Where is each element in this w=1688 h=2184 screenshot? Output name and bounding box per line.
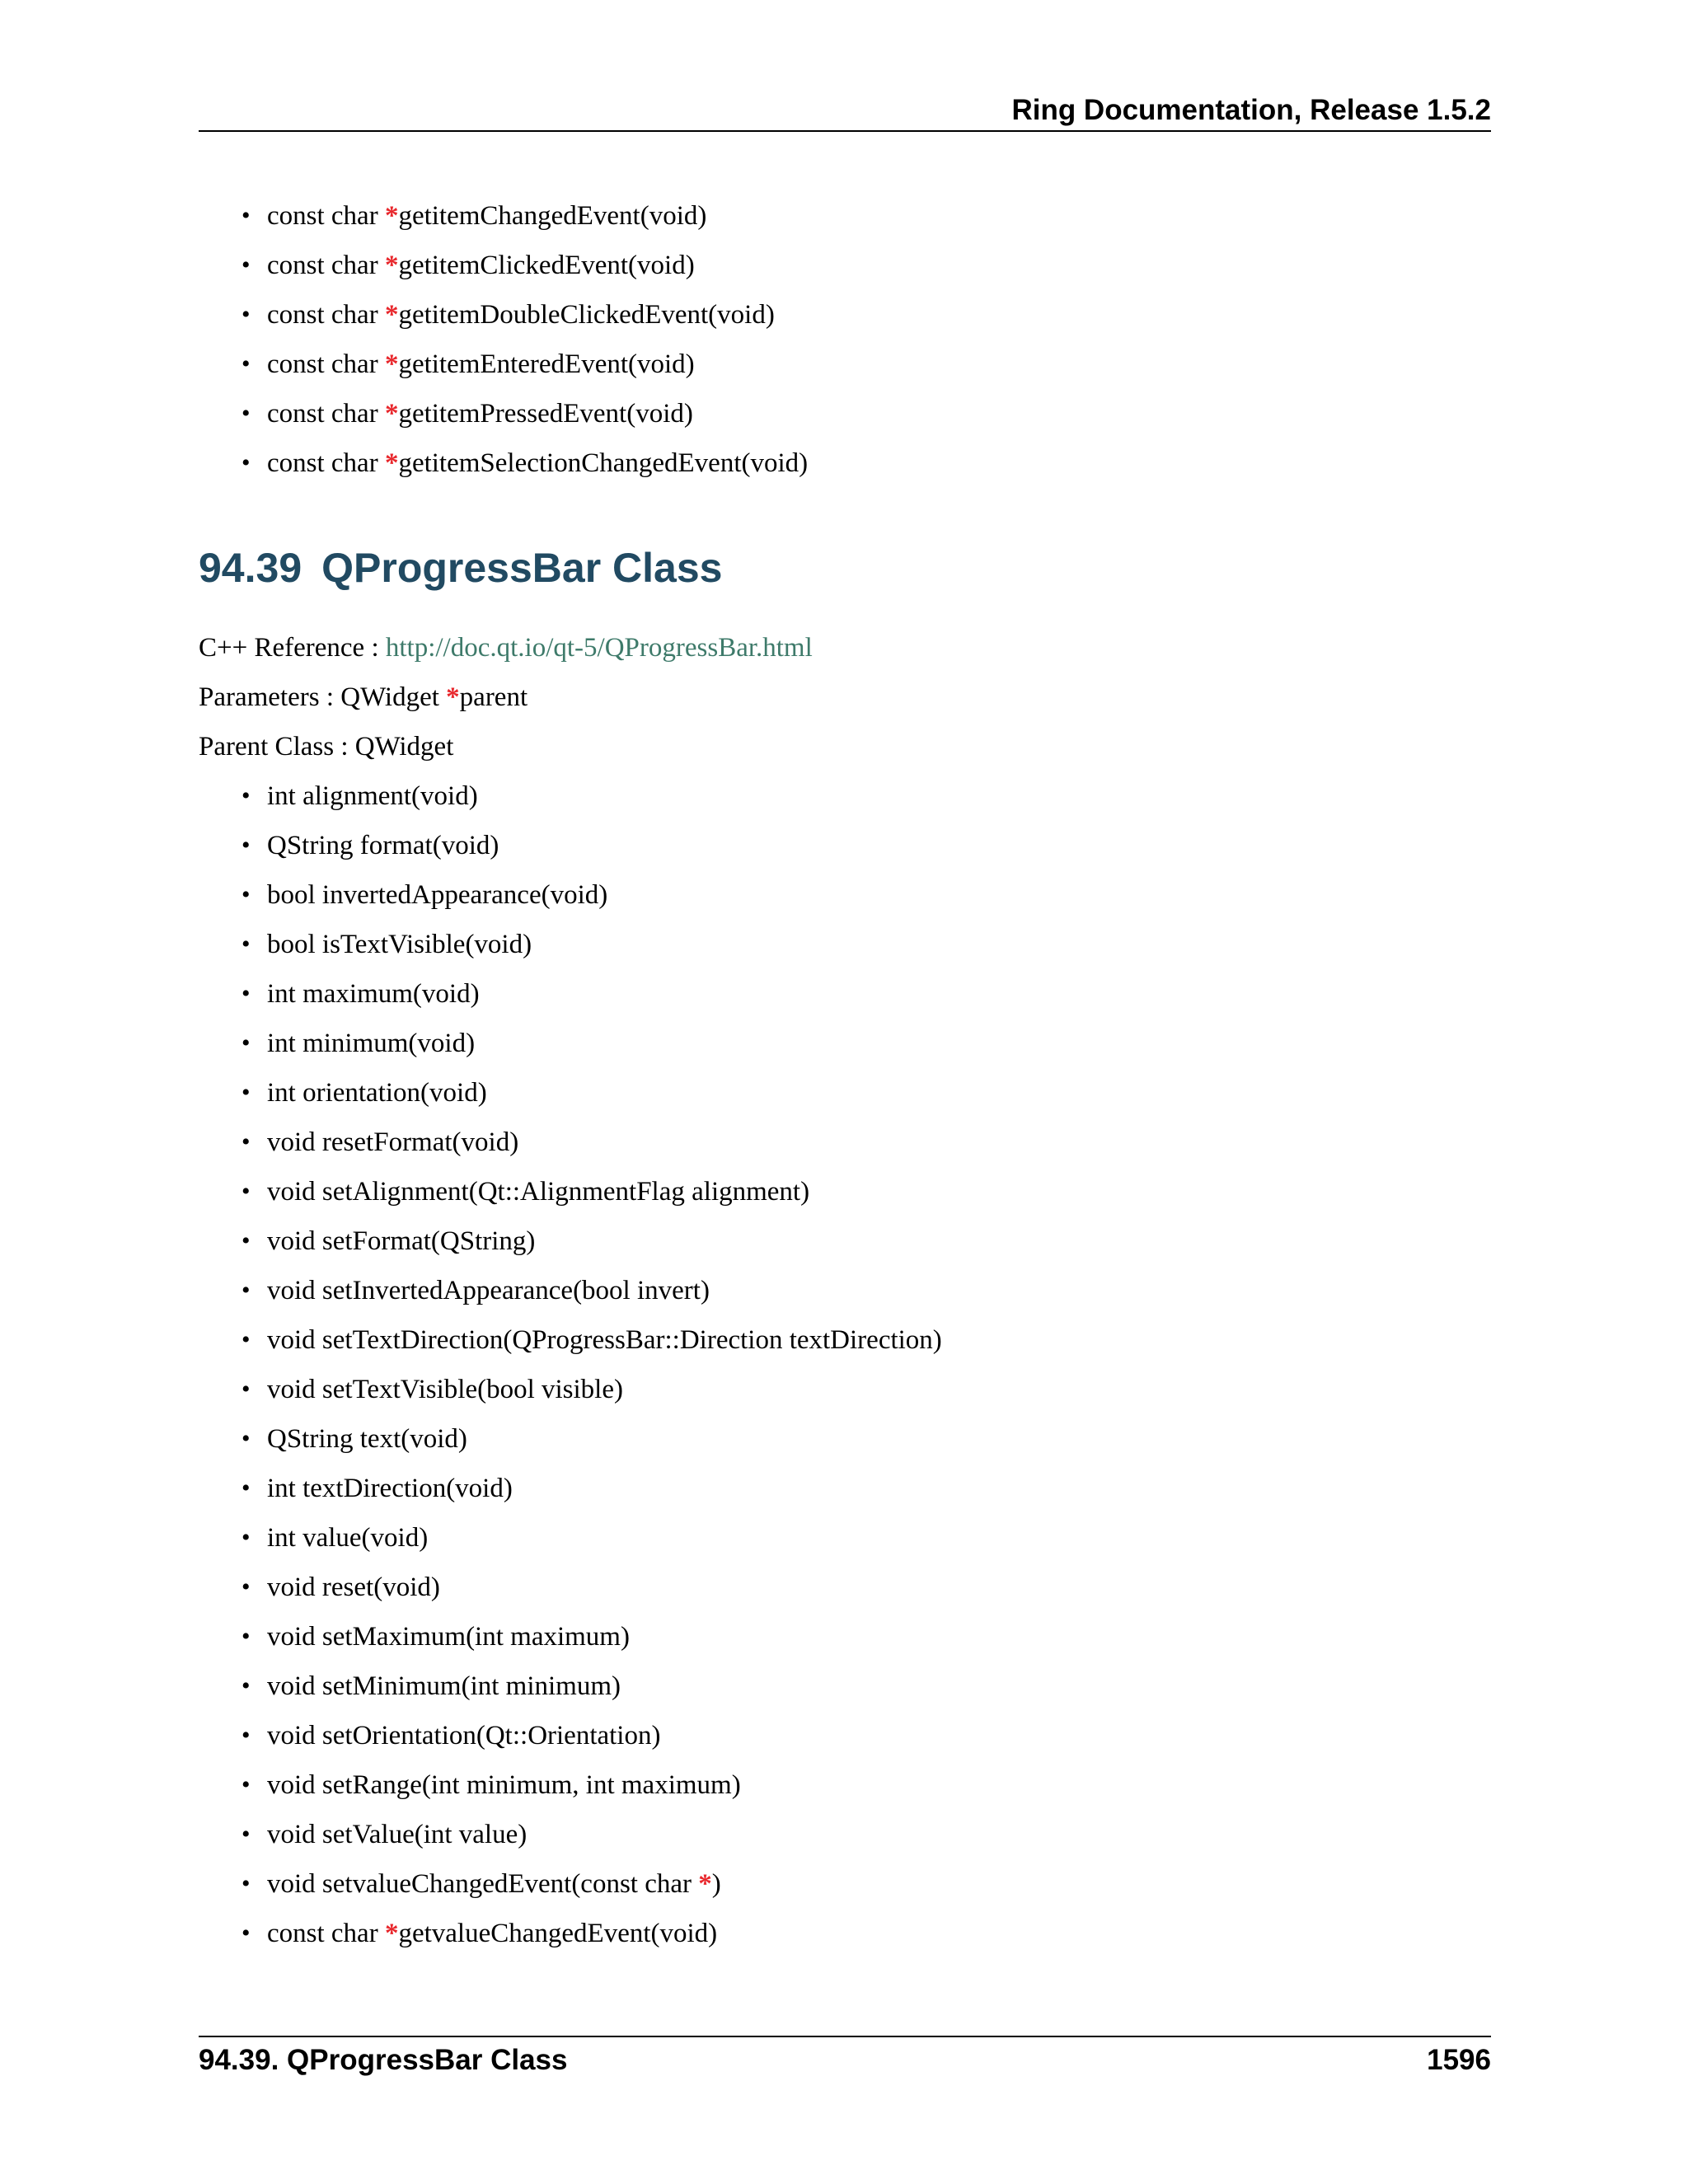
bullet-icon: • bbox=[241, 1573, 251, 1601]
item-text: void setMinimum(int minimum) bbox=[267, 1671, 621, 1701]
item-text: bool invertedAppearance(void) bbox=[267, 880, 608, 910]
item-text-suffix: getitemPressedEvent(void) bbox=[398, 399, 693, 429]
list-item bbox=[0, 1661, 1688, 1711]
list-item bbox=[0, 1365, 1688, 1414]
bullet-icon: • bbox=[241, 1474, 251, 1502]
item-text: int minimum(void) bbox=[267, 1029, 476, 1058]
pointer-star: * bbox=[384, 399, 399, 429]
pointer-star: * bbox=[384, 349, 399, 379]
bullet-icon: • bbox=[241, 782, 251, 809]
list-item bbox=[0, 1464, 1688, 1513]
list-item bbox=[0, 191, 1688, 241]
item-text: void setInvertedAppearance(bool invert) bbox=[267, 1276, 710, 1305]
list-item bbox=[0, 1810, 1688, 1859]
bullet-icon: • bbox=[241, 1326, 251, 1353]
section-heading bbox=[199, 542, 722, 593]
item-text: const char bbox=[267, 201, 385, 231]
item-text: int orientation(void) bbox=[267, 1078, 487, 1108]
item-text: int maximum(void) bbox=[267, 979, 480, 1009]
bullet-icon: • bbox=[241, 1227, 251, 1254]
list-item bbox=[0, 1612, 1688, 1661]
item-text: QString format(void) bbox=[267, 831, 499, 860]
parameters-label: Parameters : QWidget bbox=[199, 682, 447, 712]
bullet-icon: • bbox=[241, 1623, 251, 1650]
item-text: void setValue(int value) bbox=[267, 1820, 528, 1849]
item-text: void setMaximum(int maximum) bbox=[267, 1622, 630, 1652]
list-item bbox=[0, 1266, 1688, 1315]
bullet-icon: • bbox=[241, 1079, 251, 1106]
item-text: void setRange(int minimum, int maximum) bbox=[267, 1770, 741, 1800]
list-item bbox=[0, 1859, 1688, 1909]
bullet-icon: • bbox=[241, 1128, 251, 1155]
list-item bbox=[0, 771, 1688, 821]
list-item bbox=[0, 1711, 1688, 1760]
item-text-suffix: getitemDoubleClickedEvent(void) bbox=[398, 300, 775, 330]
item-text-suffix: getitemEnteredEvent(void) bbox=[398, 349, 695, 379]
bullet-icon: • bbox=[241, 980, 251, 1007]
bullet-icon: • bbox=[241, 1722, 251, 1749]
list-item bbox=[0, 389, 1688, 438]
list-item bbox=[0, 1513, 1688, 1563]
bullet-icon: • bbox=[241, 1821, 251, 1848]
item-text-suffix: getvalueChangedEvent(void) bbox=[398, 1919, 718, 1948]
item-text: void setAlignment(Qt::AlignmentFlag alignment) bbox=[267, 1177, 810, 1207]
pointer-star: * bbox=[446, 682, 460, 712]
item-text: void setTextVisible(bool visible) bbox=[267, 1375, 623, 1404]
item-text: void setvalueChangedEvent(const char bbox=[267, 1869, 699, 1899]
footer-rule bbox=[199, 2036, 1491, 2037]
item-text: const char bbox=[267, 251, 385, 280]
item-text: const char bbox=[267, 399, 385, 429]
cpp-reference-label: C++ Reference : bbox=[199, 633, 386, 663]
item-text: void setFormat(QString) bbox=[267, 1226, 536, 1256]
pointer-star: * bbox=[384, 251, 399, 280]
bullet-icon: • bbox=[241, 251, 251, 279]
bullet-icon: • bbox=[241, 202, 251, 229]
bullet-icon: • bbox=[241, 1870, 251, 1897]
item-text-suffix: getitemSelectionChangedEvent(void) bbox=[398, 448, 809, 478]
bullet-icon: • bbox=[241, 1919, 251, 1947]
item-text: const char bbox=[267, 448, 385, 478]
item-text: const char bbox=[267, 349, 385, 379]
item-text: void reset(void) bbox=[267, 1572, 440, 1602]
footer-section: 94.39. QProgressBar Class bbox=[199, 2044, 568, 2076]
cpp-reference-link[interactable]: http://doc.qt.io/qt-5/QProgressBar.html bbox=[385, 633, 813, 663]
list-item bbox=[0, 438, 1688, 488]
list-item bbox=[0, 290, 1688, 340]
item-text-suffix: getitemClickedEvent(void) bbox=[398, 251, 695, 280]
bullet-icon: • bbox=[241, 1672, 251, 1699]
page-header: Ring Documentation, Release 1.5.2 bbox=[1011, 94, 1491, 126]
pointer-star: * bbox=[384, 201, 399, 231]
method-list bbox=[0, 771, 1688, 1958]
item-text: const char bbox=[267, 300, 385, 330]
item-text: void resetFormat(void) bbox=[267, 1127, 519, 1157]
item-text-suffix: getitemChangedEvent(void) bbox=[398, 201, 707, 231]
top-method-list bbox=[0, 191, 1688, 488]
list-item bbox=[0, 1760, 1688, 1810]
list-item bbox=[0, 1068, 1688, 1118]
bullet-icon: • bbox=[241, 832, 251, 859]
item-text: const char bbox=[267, 1919, 385, 1948]
list-item bbox=[0, 1019, 1688, 1068]
item-text: int alignment(void) bbox=[267, 781, 478, 811]
bullet-icon: • bbox=[241, 1178, 251, 1205]
list-item bbox=[0, 1909, 1688, 1958]
parent-class-line: Parent Class : QWidget bbox=[199, 732, 454, 762]
bullet-icon: • bbox=[241, 350, 251, 377]
list-item bbox=[0, 969, 1688, 1019]
item-text: QString text(void) bbox=[267, 1424, 467, 1454]
bullet-icon: • bbox=[241, 400, 251, 427]
bullet-icon: • bbox=[241, 881, 251, 908]
list-item bbox=[0, 870, 1688, 920]
bullet-icon: • bbox=[241, 301, 251, 328]
section-title: QProgressBar Class bbox=[321, 545, 723, 591]
item-text: void setTextDirection(QProgressBar::Direction textDirection) bbox=[267, 1325, 942, 1355]
cpp-reference-line bbox=[199, 623, 813, 673]
list-item bbox=[0, 241, 1688, 290]
pointer-star: * bbox=[698, 1869, 712, 1899]
list-item bbox=[0, 1414, 1688, 1464]
page-number: 1596 bbox=[1427, 2044, 1491, 2076]
list-item bbox=[0, 920, 1688, 969]
item-text: int value(void) bbox=[267, 1523, 429, 1553]
list-item bbox=[0, 340, 1688, 389]
bullet-icon: • bbox=[241, 1524, 251, 1551]
item-text: bool isTextVisible(void) bbox=[267, 930, 532, 959]
bullet-icon: • bbox=[241, 1277, 251, 1304]
list-item bbox=[0, 1315, 1688, 1365]
item-text: int textDirection(void) bbox=[267, 1474, 513, 1503]
header-rule bbox=[199, 130, 1491, 132]
section-number: 94.39 bbox=[199, 545, 302, 591]
list-item bbox=[0, 1216, 1688, 1266]
parameters-line bbox=[199, 673, 528, 722]
pointer-star: * bbox=[384, 448, 399, 478]
parameters-name: parent bbox=[459, 682, 528, 712]
list-item bbox=[0, 821, 1688, 870]
bullet-icon: • bbox=[241, 1029, 251, 1057]
list-item bbox=[0, 1118, 1688, 1167]
item-text: void setOrientation(Qt::Orientation) bbox=[267, 1721, 661, 1750]
item-text-suffix: ) bbox=[711, 1869, 721, 1899]
bullet-icon: • bbox=[241, 1376, 251, 1403]
list-item bbox=[0, 1563, 1688, 1612]
bullet-icon: • bbox=[241, 1425, 251, 1452]
bullet-icon: • bbox=[241, 1771, 251, 1798]
pointer-star: * bbox=[384, 300, 399, 330]
list-item bbox=[0, 1167, 1688, 1216]
pointer-star: * bbox=[384, 1919, 399, 1948]
bullet-icon: • bbox=[241, 930, 251, 958]
bullet-icon: • bbox=[241, 449, 251, 476]
